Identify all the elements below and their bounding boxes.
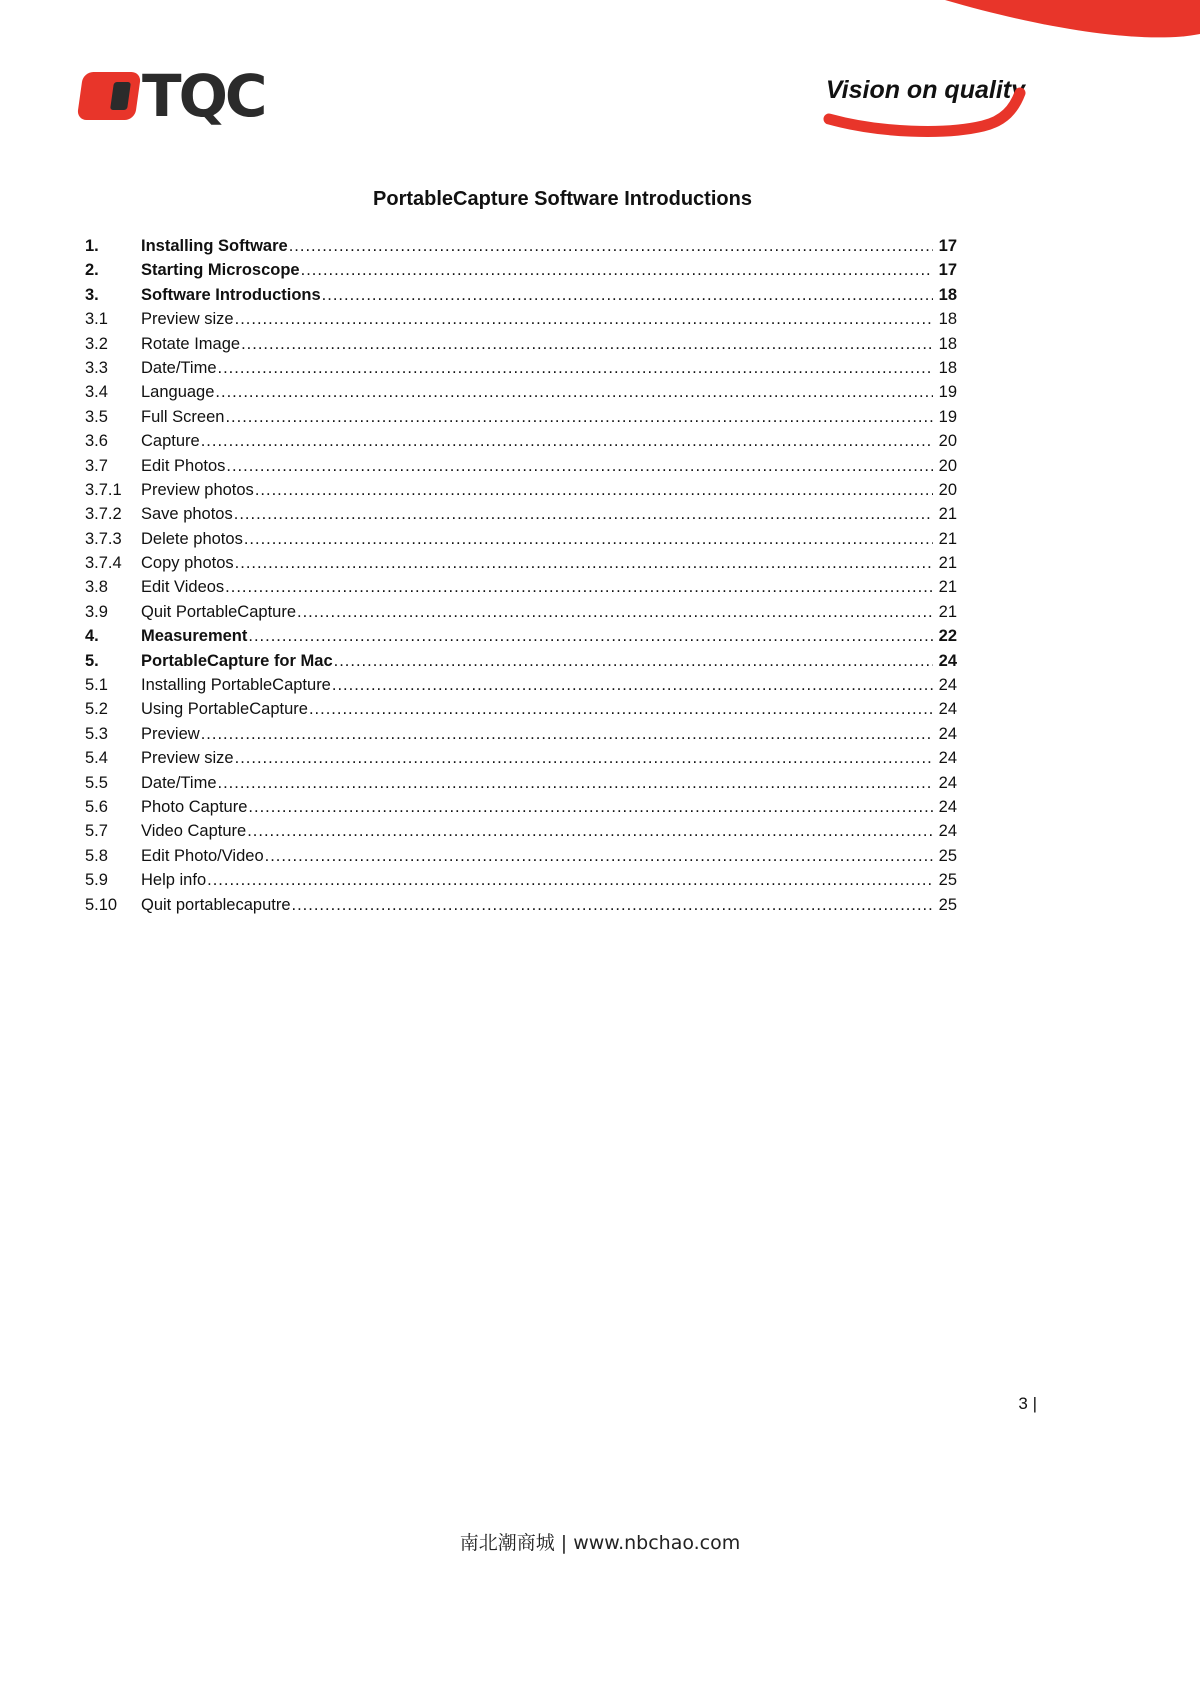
footer-text: 南北潮商城 | www.nbchao.com [459,1532,741,1554]
toc-entry-number: 2. [85,261,99,280]
toc-dot-leader [234,505,933,524]
toc-dot-leader [292,896,933,915]
toc-row [85,457,957,481]
toc-entry-label: Preview [141,724,200,743]
toc-entry-page: 24 [938,822,957,841]
toc-entry-label: Edit Photo/Video [141,846,264,865]
toc-dot-leader [301,261,933,280]
toc-dot-leader [201,725,933,744]
toc-entry-number: 5.9 [85,871,108,890]
toc-entry-page: 19 [938,407,957,426]
toc-entry-number: 3.7.3 [85,529,122,548]
toc-entry-number: 5.1 [85,676,108,695]
toc-entry-number: 5.2 [85,700,108,719]
toc-entry-label: Language [141,383,215,402]
toc-row [85,310,957,334]
toc-entry-number: 3.5 [85,407,108,426]
corner-swoosh-decoration [945,0,1200,48]
toc-dot-leader [248,627,933,646]
page-number-label: 3 | [1018,1394,1037,1413]
toc-entry-number: 1. [85,237,99,255]
toc-entry-number: 3.8 [85,578,108,597]
toc-row [85,359,957,383]
toc-row [85,652,957,676]
toc-dot-leader [226,457,933,476]
toc-entry-number: 5. [85,651,99,670]
toc-dot-leader [244,530,933,549]
toc-entry-page: 25 [938,871,957,890]
toc-entry-page: 24 [938,724,957,743]
table-of-contents [85,237,957,920]
toc-entry-number: 3.2 [85,334,108,353]
toc-entry-label: Save photos [141,505,233,524]
toc-entry-label: Installing Software [141,237,288,255]
toc-entry-label: Help info [141,871,207,890]
toc-dot-leader [297,603,933,622]
toc-entry-label: Date/Time [141,773,217,792]
toc-entry-number: 5.5 [85,773,108,792]
toc-row [85,725,957,749]
toc-dot-leader [235,554,933,573]
toc-row [85,871,957,895]
toc-dot-leader [201,432,933,451]
toc-entry-label: Date/Time [141,358,217,377]
toc-entry-number: 4. [85,627,99,646]
toc-entry-number: 3.4 [85,383,108,402]
toc-row [85,896,957,920]
toc-row [85,432,957,456]
toc-entry-label: Edit Videos [141,578,225,597]
toc-row [85,530,957,554]
toc-row [85,774,957,798]
toc-row [85,286,957,310]
toc-entry-number: 3.1 [85,310,108,329]
toc-entry-page: 18 [938,358,957,377]
tagline-block [815,76,1025,152]
toc-entry-number: 3.3 [85,358,108,377]
toc-entry-number: 3.7.4 [85,554,122,573]
toc-entry-page: 20 [938,480,957,499]
tqc-logo-text: TQC [142,62,265,130]
toc-dot-leader [334,652,933,671]
toc-entry-number: 5.10 [85,895,118,914]
toc-entry-page: 17 [938,261,957,280]
toc-entry-label: Video Capture [141,822,247,841]
toc-row [85,627,957,651]
toc-entry-page: 18 [938,310,957,329]
toc-entry-page: 20 [938,456,957,475]
tqc-logo [80,62,265,130]
toc-entry-page: 24 [938,676,957,695]
toc-entry-page: 21 [938,602,957,621]
toc-entry-number: 3.7.2 [85,505,122,524]
toc-entry-label: Starting Microscope [141,261,300,280]
toc-entry-page: 19 [938,383,957,402]
toc-entry-page: 22 [938,627,957,646]
toc-row [85,237,957,261]
toc-entry-label: Full Screen [141,407,225,426]
toc-entry-number: 3.9 [85,602,108,621]
toc-row [85,578,957,602]
tagline-swoosh-decoration [825,107,1025,147]
toc-row [85,481,957,505]
toc-entry-label: Quit PortableCapture [141,602,297,621]
toc-dot-leader [332,676,933,695]
toc-entry-page: 24 [938,797,957,816]
toc-entry-page: 24 [938,700,957,719]
toc-row [85,408,957,432]
toc-entry-page: 21 [938,505,957,524]
toc-entry-number: 3.7 [85,456,108,475]
toc-entry-page: 21 [938,578,957,597]
toc-entry-number: 5.8 [85,846,108,865]
toc-entry-page: 24 [938,749,957,768]
toc-entry-number: 5.3 [85,724,108,743]
toc-entry-page: 21 [938,529,957,548]
toc-row [85,554,957,578]
toc-entry-number: 5.6 [85,797,108,816]
toc-row [85,261,957,285]
toc-dot-leader [309,700,933,719]
toc-entry-page: 18 [938,334,957,353]
toc-entry-label: Edit Photos [141,456,226,475]
tqc-logo-mark-icon [77,72,142,120]
toc-row [85,505,957,529]
tagline-text: Vision on quality [825,76,1025,104]
toc-entry-page: 25 [938,846,957,865]
toc-entry-number: 3. [85,285,99,304]
toc-dot-leader [247,822,933,841]
toc-dot-leader [248,798,933,817]
toc-dot-leader [322,286,933,305]
toc-dot-leader [207,871,933,890]
toc-dot-leader [225,408,933,427]
toc-entry-page: 24 [938,773,957,792]
toc-dot-leader [218,774,934,793]
toc-entry-page: 21 [938,554,957,573]
toc-entry-number: 3.7.1 [85,480,122,499]
toc-entry-label: Copy photos [141,554,234,573]
toc-dot-leader [241,335,933,354]
toc-entry-number: 5.7 [85,822,108,841]
toc-entry-label: Preview size [141,310,234,329]
toc-entry-label: Delete photos [141,529,243,548]
toc-row [85,603,957,627]
toc-entry-page: 17 [938,237,957,255]
toc-row [85,847,957,871]
toc-row [85,700,957,724]
toc-dot-leader [225,578,933,597]
toc-row [85,676,957,700]
toc-entry-label: Preview photos [141,480,254,499]
toc-entry-page: 18 [938,285,957,304]
toc-entry-label: Rotate Image [141,334,241,353]
toc-row [85,383,957,407]
header [80,62,1120,142]
toc-row [85,798,957,822]
toc-dot-leader [235,310,933,329]
toc-entry-number: 3.6 [85,432,108,451]
toc-entry-page: 24 [938,651,957,670]
toc-entry-page: 25 [938,895,957,914]
toc-entry-number: 5.4 [85,749,108,768]
tqc-logo-notch [110,82,131,110]
toc-entry-label: PortableCapture for Mac [141,651,333,670]
toc-dot-leader [289,237,933,256]
toc-entry-label: Preview size [141,749,234,768]
toc-dot-leader [218,359,934,378]
toc-row [85,335,957,359]
toc-row [85,749,957,773]
toc-entry-label: Installing PortableCapture [141,676,331,695]
toc-entry-label: Quit portablecaputre [141,895,291,914]
toc-dot-leader [215,383,933,402]
toc-entry-label: Software Introductions [141,285,321,304]
toc-dot-leader [235,749,933,768]
toc-dot-leader [265,847,933,866]
toc-entry-label: Photo Capture [141,797,248,816]
toc-entry-label: Using PortableCapture [141,700,308,719]
page-title: PortableCapture Software Introductions [373,188,752,210]
toc-entry-label: Capture [141,432,200,451]
toc-row [85,822,957,846]
toc-entry-page: 20 [938,432,957,451]
toc-dot-leader [255,481,933,500]
toc-entry-label: Measurement [141,627,248,646]
